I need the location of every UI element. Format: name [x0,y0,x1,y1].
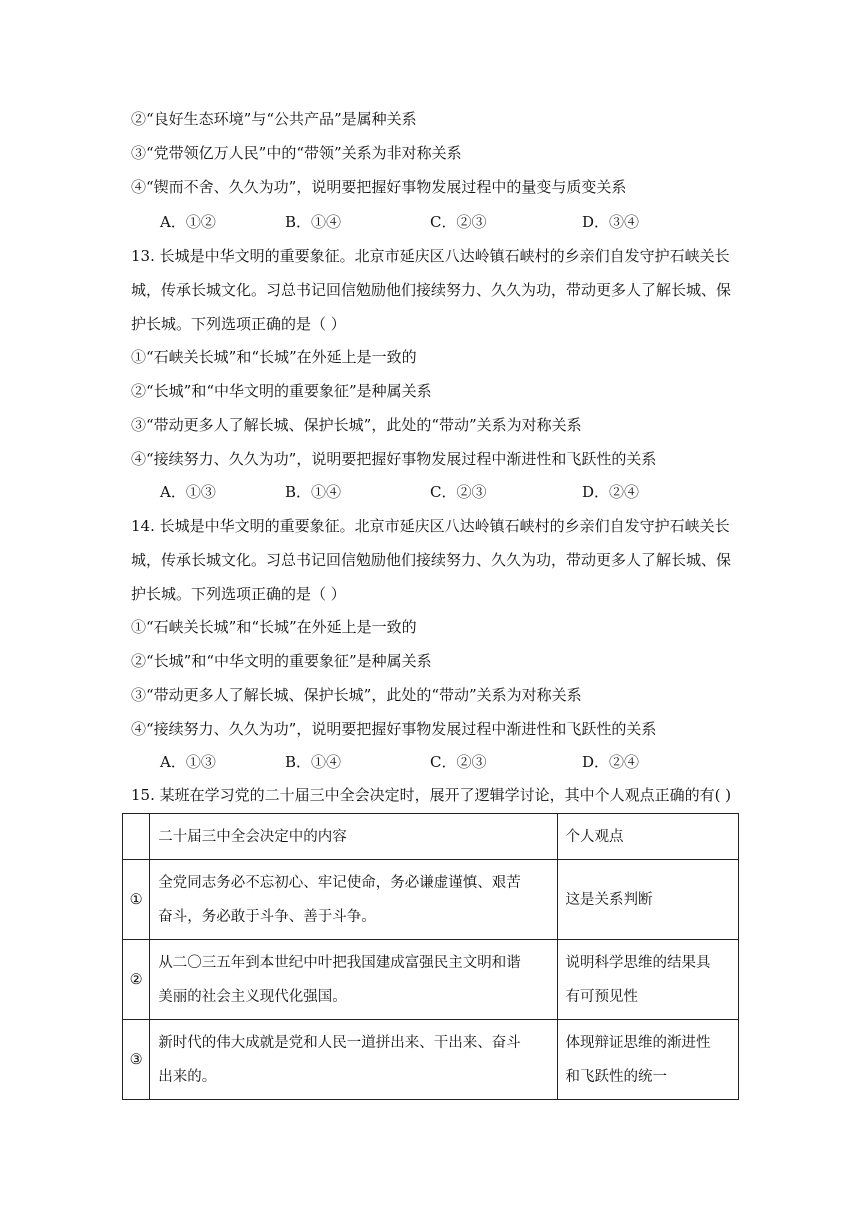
q13-statement-4: ④“接续努力、久久为功”，说明要把握好事物发展过程中渐进性和飞跃性的关系 [131,450,657,468]
table-row [123,940,739,1020]
q13-option-b: B．①④ [285,483,342,501]
row-number: ③ [123,1020,150,1100]
table-header-row [123,814,739,860]
option-b: B．①④ [285,213,342,231]
table-row [123,1020,739,1100]
q13-option-c: C．②③ [430,483,487,501]
option-a: A．①② [160,213,216,231]
q14-option-b: B．①④ [285,753,342,771]
table-row [123,860,739,940]
q15-stem: 15. 某班在学习党的二十届三中全会决定时，展开了逻辑学讨论，其中个人观点正确的有( ) [131,786,732,804]
row-number: ① [123,860,150,940]
header-num-cell [123,814,150,860]
q14-option-a: A．①③ [160,753,216,771]
q13-option-a: A．①③ [160,483,216,501]
statement-2: ②“良好生态环境”与“公共产品”是属种关系 [131,110,417,128]
option-d: D．③④ [582,213,640,231]
row-content: 新时代的伟大成就是党和人民一道拼出来、干出来、奋斗 出来的。 [150,1020,557,1100]
q14-option-d: D．②④ [582,753,640,771]
header-view-cell: 个人观点 [557,814,738,860]
q14-stem-line1: 14. 长城是中华文明的重要象征。北京市延庆区八达岭镇石峡村的乡亲们自发守护石峡关长 [131,517,730,535]
row-content: 全党同志务必不忘初心、牢记使命，务必谦虚谨慎、艰苦 奋斗，务必敢于斗争、善于斗争。 [150,860,557,940]
q14-stem-line3: 护长城。下列选项正确的是（ ） [131,585,346,603]
q14-statement-2: ②“长城”和“中华文明的重要象征”是种属关系 [131,652,432,670]
q14-statement-3: ③“带动更多人了解长城、保护长城”，此处的“带动”关系为对称关系 [131,686,582,704]
q14-statement-1: ①“石峡关长城”和“长城”在外延上是一致的 [131,618,417,636]
q15-table [122,813,739,1100]
q13-statement-2: ②“长城”和“中华文明的重要象征”是种属关系 [131,382,432,400]
option-c: C．②③ [430,213,487,231]
q14-statement-4: ④“接续努力、久久为功”，说明要把握好事物发展过程中渐进性和飞跃性的关系 [131,720,657,738]
q14-option-c: C．②③ [430,753,487,771]
row-number: ② [123,940,150,1020]
q13-statement-3: ③“带动更多人了解长城、保护长城”，此处的“带动”关系为对称关系 [131,416,582,434]
header-content-cell: 二十届三中全会决定中的内容 [150,814,557,860]
row-view: 体现辩证思维的渐进性 和飞跃性的统一 [557,1020,738,1100]
row-content: 从二〇三五年到本世纪中叶把我国建成富强民主文明和谐 美丽的社会主义现代化强国。 [150,940,557,1020]
row-view: 说明科学思维的结果具 有可预见性 [557,940,738,1020]
q13-option-d: D．②④ [582,483,640,501]
q13-stem-line2: 城，传承长城文化。习总书记回信勉励他们接续努力、久久为功，带动更多人了解长城、保 [131,281,732,299]
row-view: 这是关系判断 [557,860,738,940]
q14-stem-line2: 城，传承长城文化。习总书记回信勉励他们接续努力、久久为功，带动更多人了解长城、保 [131,551,732,569]
statement-3: ③“党带领亿万人民”中的“带领”关系为非对称关系 [131,144,462,162]
statement-4: ④“锲而不舍、久久为功”，说明要把握好事物发展过程中的量变与质变关系 [131,178,627,196]
q13-stem-line3: 护长城。下列选项正确的是（ ） [131,315,346,333]
q13-statement-1: ①“石峡关长城”和“长城”在外延上是一致的 [131,348,417,366]
q13-stem-line1: 13. 长城是中华文明的重要象征。北京市延庆区八达岭镇石峡村的乡亲们自发守护石峡关长 [131,247,730,265]
